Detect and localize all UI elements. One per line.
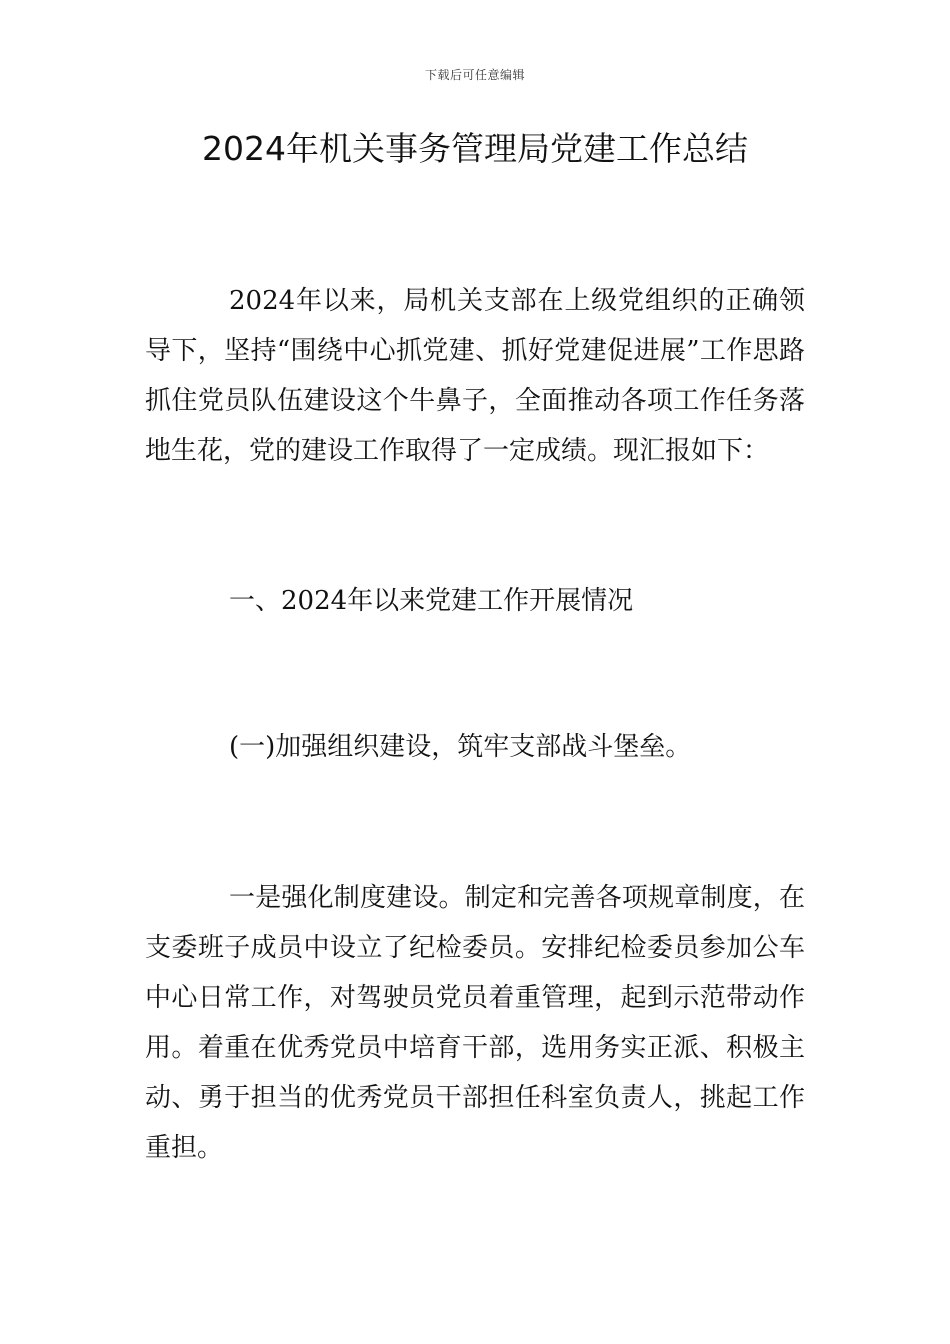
intro-paragraph: 2024年以来，局机关支部在上级党组织的正确领导下，坚持“围绕中心抓党建、抓好党建促进展”工作思路抓住党员队伍建设这个牛鼻子，全面推动各项工作任务落地生花，党的建设工作取得了一定成绩。现汇报如下： bbox=[145, 286, 805, 466]
section-heading: 一、2024年以来党建工作开展情况 bbox=[229, 586, 634, 616]
subsection-heading: (一)加强组织建设，筑牢支部战斗堡垒。 bbox=[229, 732, 692, 762]
document-title: 2024年机关事务管理局党建工作总结 bbox=[202, 129, 748, 168]
header-note: 下载后可任意编辑 bbox=[424, 68, 525, 82]
body-paragraph: 一是强化制度建设。制定和完善各项规章制度，在支委班子成员中设立了纪检委员。安排纪检委员参加公车中心日常工作，对驾驶员党员着重管理，起到示范带动作用。着重在优秀党员中培育干部，选用务实正派、积极主动、勇于担当的优秀党员干部担任科室负责人，挑起工作重担。 bbox=[145, 883, 805, 1163]
